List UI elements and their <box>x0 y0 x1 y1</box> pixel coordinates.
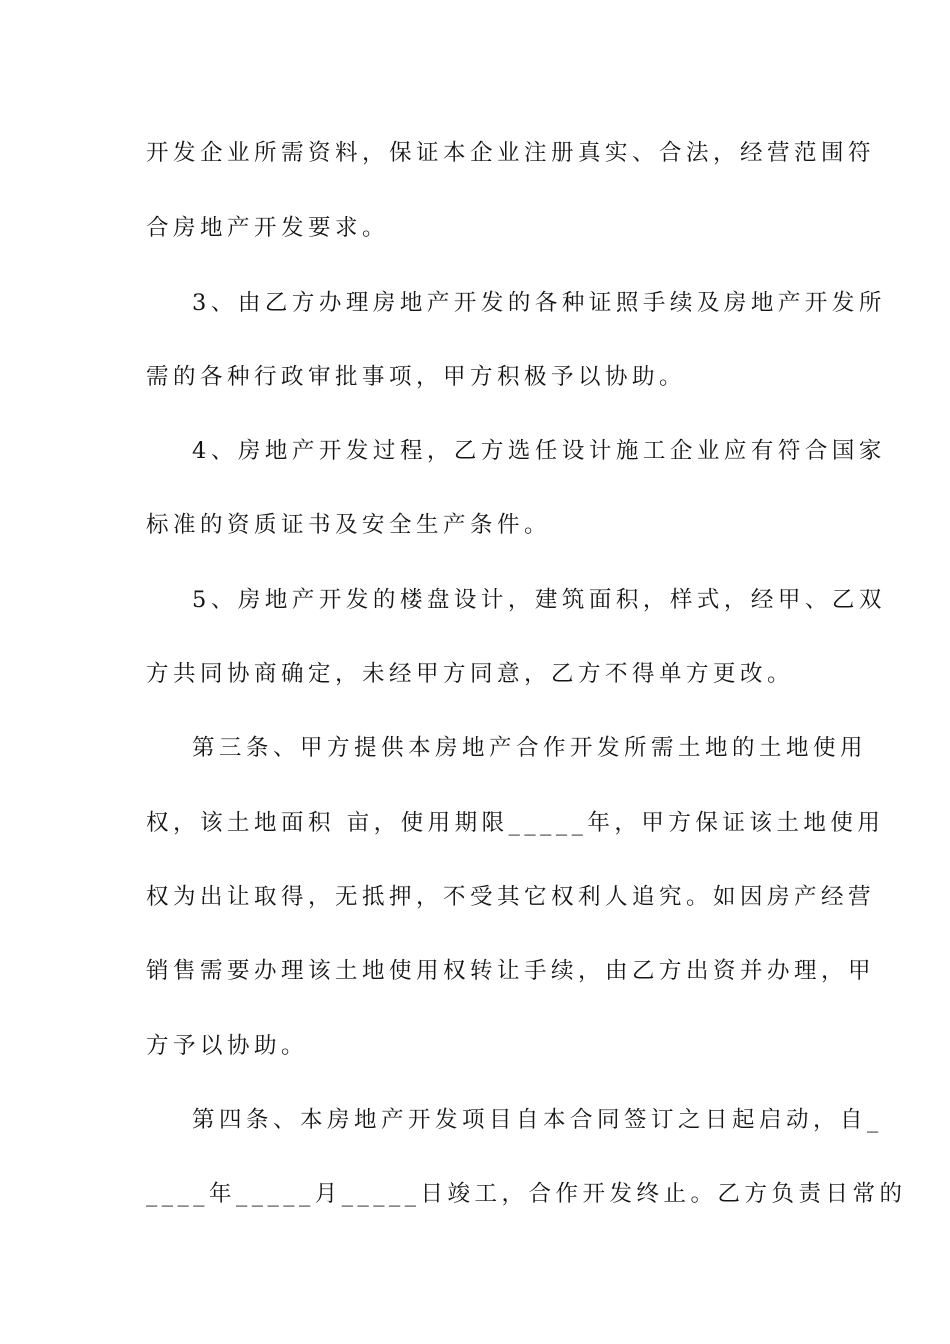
clause-3-line-1: 3、由乙方办理房地产开发的各种证照手续及房地产开发所 <box>192 290 886 316</box>
article-3-line-4: 销售需要办理该土地使用权转让手续，由乙方出资并办理，甲 <box>146 958 876 984</box>
text-line-2: 合房地产开发要求。 <box>146 215 390 241</box>
clause-4-line-1: 4、房地产开发过程，乙方选任设计施工企业应有符合国家 <box>192 438 886 464</box>
article-3-line-5: 方予以协助。 <box>146 1033 309 1059</box>
clause-3-line-2: 需的各种行政审批事项，甲方积极予以协助。 <box>146 364 687 390</box>
clause-4-line-2: 标准的资质证书及安全生产条件。 <box>146 512 552 538</box>
article-3-line-1: 第三条、甲方提供本房地产合作开发所需土地的土地使用 <box>192 735 868 761</box>
clause-5-line-1: 5、房地产开发的楼盘设计，建筑面积，样式，经甲、乙双 <box>192 587 886 613</box>
article-4-line-1: 第四条、本房地产开发项目自本合同签订之日起启动，自_ <box>192 1107 883 1133</box>
clause-5-line-2: 方共同协商确定，未经甲方同意，乙方不得单方更改。 <box>146 661 795 687</box>
article-3-line-3: 权为出让取得，无抵押，不受其它权利人追究。如因房产经营 <box>146 884 876 910</box>
text-line-1: 开发企业所需资料，保证本企业注册真实、合法，经营范围符 <box>146 140 876 166</box>
article-4-line-2: ____年_____月_____日竣工，合作开发终止。乙方负责日常的 <box>146 1181 907 1207</box>
article-3-line-2: 权，该土地面积 亩，使用期限_____年，甲方保证该土地使用 <box>146 810 885 836</box>
